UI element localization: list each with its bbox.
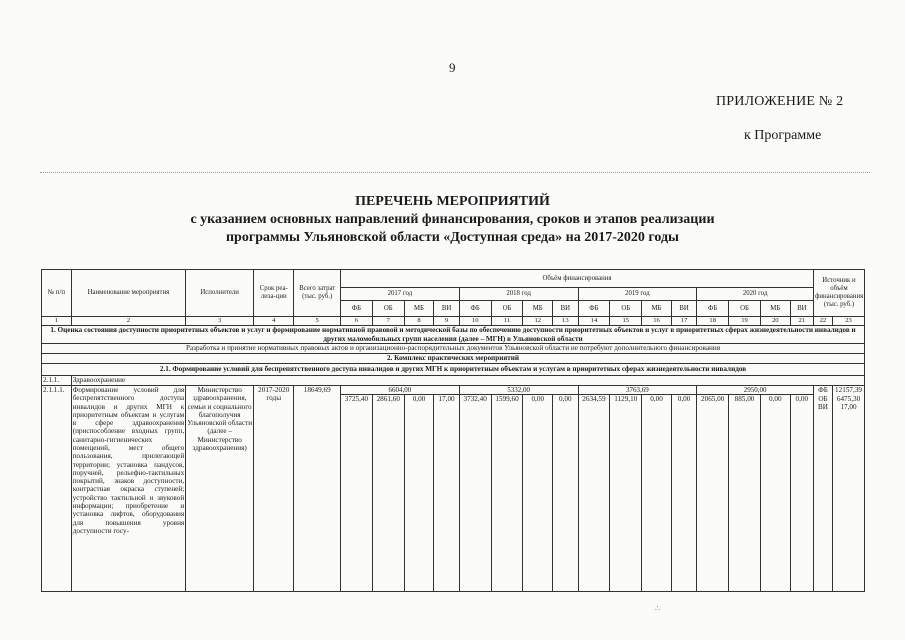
- header-name: Наименование мероприятия: [71, 270, 186, 317]
- document-subtitle-1: с указанием основных направлений финансирования, сроков и этапов реализации: [190, 212, 715, 227]
- source-value: 6475,30: [836, 394, 861, 403]
- column-number-17: 17: [671, 317, 696, 326]
- header-sub-4-4: ВИ: [790, 301, 813, 317]
- to-program-label: к Программе: [744, 128, 822, 143]
- row-total: 18649,69: [294, 386, 341, 592]
- column-number-15: 15: [610, 317, 642, 326]
- source-value: 17,00: [840, 402, 857, 411]
- year-total-2018: 5332,00: [459, 386, 578, 395]
- header-sub-3-4: ВИ: [671, 301, 696, 317]
- measures-table: [41, 269, 865, 592]
- value-cell: 0,00: [553, 395, 578, 592]
- value-cell: 0,00: [671, 395, 696, 592]
- section-1: 1. Оценка состояния доступности приоритетных объектов и услуг и формирование нормативной правовой и методической базы по обеспечению доступности приоритетных объектов и услуг в приоритетных сферах жизнедеятельности инвалидов и других маломобильных групп населения (далее – МГН) в Ульяновской области: [42, 326, 865, 344]
- row-measure-name: Формирование условий для беспрепятственного доступа инвалидов и других МГН к приоритетным объектам и услугам в сфере здравоохранения (приспособление входных групп, санитарно-гигиенических помещений, мест общего пользования, прилегающей территории; установка пандусов, поручней, рельефно-тактильных покрытий, знаков доступности, контрастная окраска ступеней; устройство тактильной и звуковой информации; приобретение и установка лифтов, оборудования для повышения уровня доступности госу-: [71, 386, 186, 592]
- value-cell: 2065,00: [697, 395, 729, 592]
- value-cell: 3732,40: [459, 395, 491, 592]
- document-subtitle-2: программы Ульяновской области «Доступная среда» на 2017-2020 годы: [225, 230, 679, 245]
- header-sub-4-2: ОБ: [729, 301, 761, 317]
- appendix-label: ПРИЛОЖЕНИЕ № 2: [716, 94, 844, 109]
- value-cell: 0,00: [760, 395, 790, 592]
- column-number-11: 11: [491, 317, 523, 326]
- column-number-19: 19: [729, 317, 761, 326]
- column-number-5: 5: [294, 317, 341, 326]
- value-cell: 17,00: [434, 395, 459, 592]
- column-number-12: 12: [523, 317, 553, 326]
- scan-mark: ∴: [655, 604, 661, 613]
- source-labels: [813, 395, 832, 592]
- header-source: Источник и объём финансирования (тыс. руб.): [813, 270, 864, 317]
- header-sub-3-2: ОБ: [610, 301, 642, 317]
- header-year-2019: 2019 год: [578, 288, 697, 301]
- column-number-1: 1: [42, 317, 72, 326]
- value-cell: 0,00: [404, 395, 434, 592]
- section-2-1: 2.1. Формирование условий для беспрепятственного доступа инвалидов и других МГН к приоритетным объектам и услугам в приоритетных сферах жизнедеятельности инвалидов: [42, 364, 865, 376]
- value-cell: 0,00: [642, 395, 672, 592]
- source-value-fb: 12157,39: [833, 386, 865, 395]
- header-sub-1-4: ВИ: [434, 301, 459, 317]
- header-sub-2-2: ОБ: [491, 301, 523, 317]
- header-sub-4-1: ФБ: [697, 301, 729, 317]
- header-year-2018: 2018 год: [459, 288, 578, 301]
- column-number-22: 22: [813, 317, 832, 326]
- column-number-7: 7: [372, 317, 404, 326]
- source-label: ВИ: [818, 402, 829, 411]
- value-cell: 885,00: [729, 395, 761, 592]
- column-number-3: 3: [186, 317, 254, 326]
- header-no: № п/п: [42, 270, 72, 317]
- value-cell: 2861,60: [372, 395, 404, 592]
- header-term: Срок реа-лиза-ции: [254, 270, 294, 317]
- header-volume: Объём финансирования: [341, 270, 814, 288]
- column-number-8: 8: [404, 317, 434, 326]
- source-values: [833, 395, 865, 592]
- value-cell: 1129,10: [610, 395, 642, 592]
- year-total-2020: 2950,00: [697, 386, 814, 395]
- value-cell: 2634,59: [578, 395, 610, 592]
- column-number-21: 21: [790, 317, 813, 326]
- subsection-2-1-1-name: Здравоохранение: [71, 376, 864, 386]
- row-executor: Министерство здравоохранения, семьи и социального благополучия Ульяновской области (далее – Министерство здравоохранения): [186, 386, 254, 592]
- value-cell: 3725,40: [341, 395, 373, 592]
- header-sub-3-1: ФБ: [578, 301, 610, 317]
- value-cell: 0,00: [790, 395, 813, 592]
- subsection-2-1-1-number: 2.1.1.: [42, 376, 72, 386]
- column-number-23: 23: [833, 317, 865, 326]
- page-number: 9: [449, 60, 456, 75]
- header-sub-2-1: ФБ: [459, 301, 491, 317]
- value-cell: 1599,60: [491, 395, 523, 592]
- header-year-2017: 2017 год: [341, 288, 460, 301]
- column-number-10: 10: [459, 317, 491, 326]
- column-number-18: 18: [697, 317, 729, 326]
- column-number-6: 6: [341, 317, 373, 326]
- header-year-2020: 2020 год: [697, 288, 814, 301]
- document-title: ПЕРЕЧЕНЬ МЕРОПРИЯТИЙ: [355, 194, 550, 209]
- value-cell: 0,00: [523, 395, 553, 592]
- row-term: 2017-2020 годы: [254, 386, 294, 592]
- year-total-2019: 3763,69: [578, 386, 697, 395]
- column-number-9: 9: [434, 317, 459, 326]
- source-label: ОБ: [818, 394, 828, 403]
- header-sub-1-1: ФБ: [341, 301, 373, 317]
- section-1-note: Разработка и принятие нормативных правовых актов и организационно-распорядительных документов Ульяновской области не потребуют дополнительного финансирования: [42, 344, 865, 354]
- header-executor: Исполнители: [186, 270, 254, 317]
- year-total-2017: 6604,00: [341, 386, 460, 395]
- column-number-2: 2: [71, 317, 186, 326]
- column-number-16: 16: [642, 317, 672, 326]
- header-total: Всего затрат (тыс. руб.): [294, 270, 341, 317]
- header-sub-3-3: МБ: [642, 301, 672, 317]
- scan-artifact-line: [40, 172, 870, 173]
- header-sub-1-2: ОБ: [372, 301, 404, 317]
- column-number-20: 20: [760, 317, 790, 326]
- section-2: 2. Комплекс практических мероприятий: [42, 354, 865, 364]
- column-number-13: 13: [553, 317, 578, 326]
- source-label-fb: ФБ: [813, 386, 832, 395]
- row-number: 2.1.1.1.: [42, 386, 72, 592]
- header-sub-4-3: МБ: [760, 301, 790, 317]
- column-number-4: 4: [254, 317, 294, 326]
- header-sub-2-4: ВИ: [553, 301, 578, 317]
- header-sub-1-3: МБ: [404, 301, 434, 317]
- column-number-14: 14: [578, 317, 610, 326]
- header-sub-2-3: МБ: [523, 301, 553, 317]
